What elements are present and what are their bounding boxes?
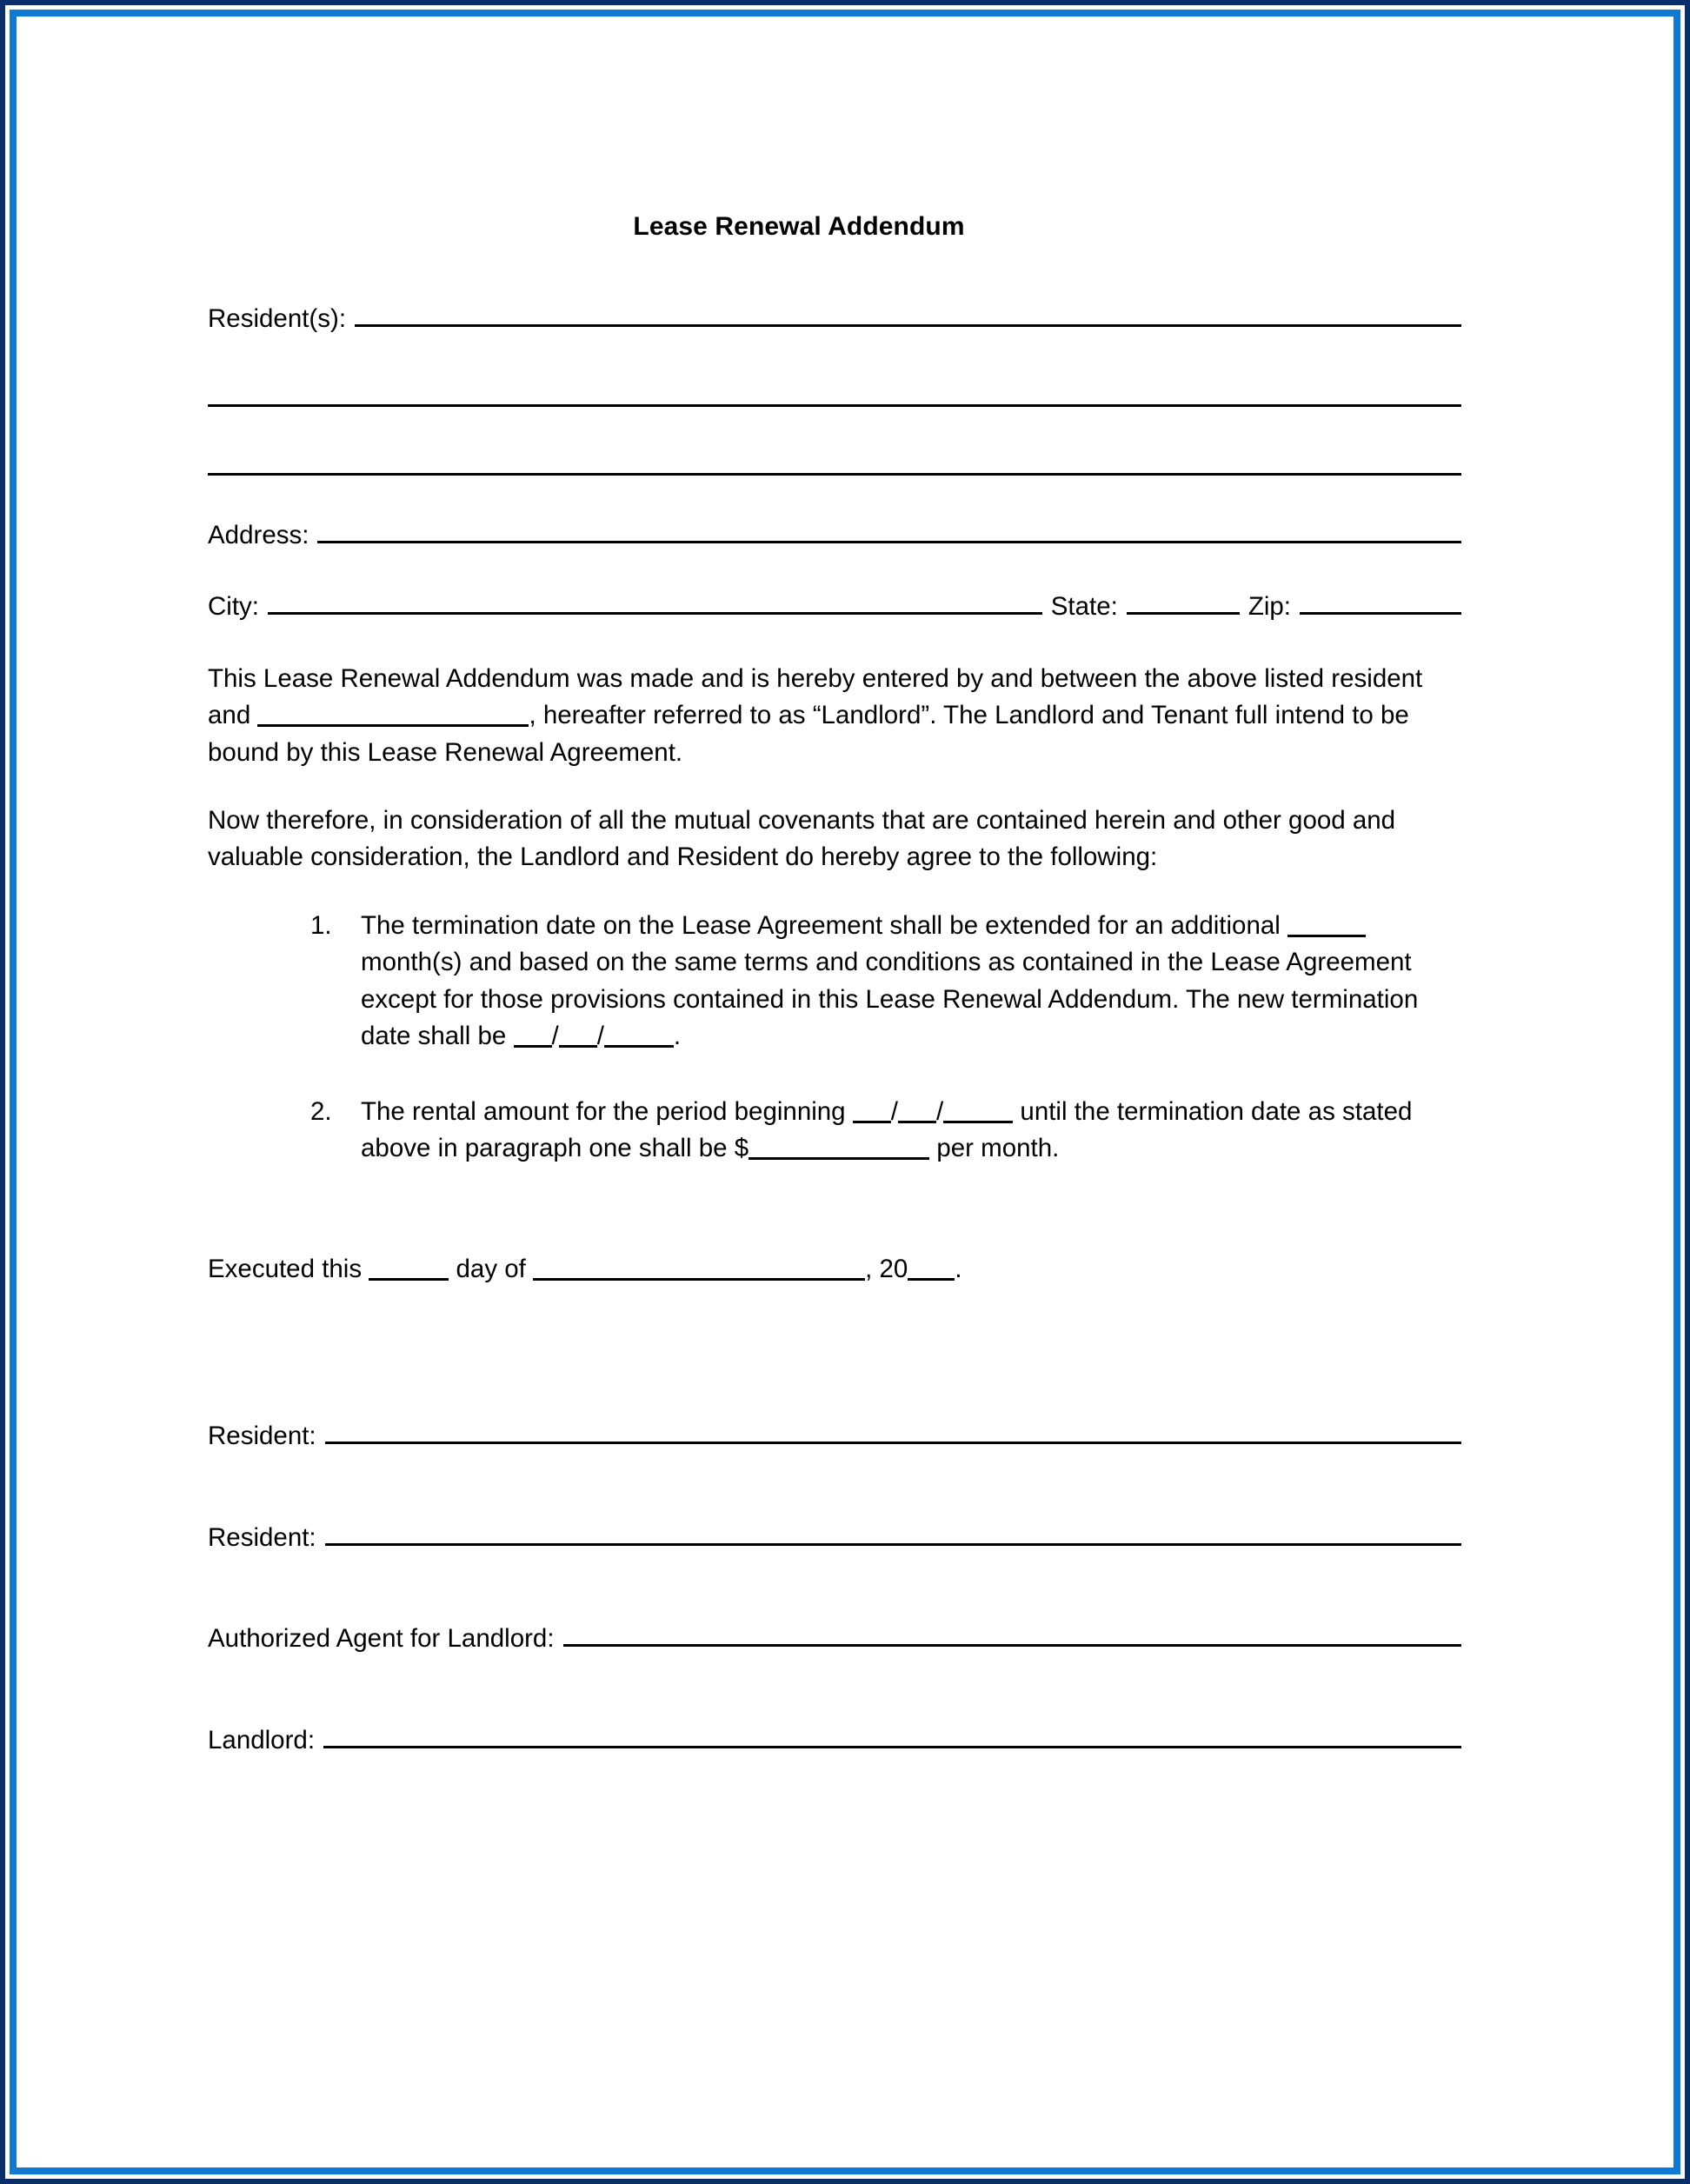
residents-input-line-2[interactable] <box>208 404 1461 407</box>
zip-label: Zip: <box>1248 592 1291 622</box>
address-label: Address: <box>208 520 309 549</box>
lease-renewal-addendum-document <box>23 23 1667 2161</box>
termination-date-month-input[interactable] <box>514 1045 552 1048</box>
spacer <box>208 554 1461 589</box>
term-2-text-part-1: The rental amount for the period beginning <box>361 1096 846 1126</box>
termination-date-separator-2: / <box>596 1022 604 1051</box>
landlord-name-input-line[interactable] <box>257 724 529 727</box>
signature-row-authorized-agent <box>208 1621 1461 1657</box>
signature-label-authorized-agent: Authorized Agent for Landlord: <box>208 1624 555 1654</box>
signature-line-landlord[interactable] <box>323 1726 1461 1748</box>
execution-text-part-2: day of <box>456 1254 526 1283</box>
termination-date-year-input[interactable] <box>604 1045 674 1048</box>
signature-label-landlord: Landlord: <box>208 1725 316 1755</box>
term-1-text-part-2: month(s) and based on the same terms and conditions as contained in the Lease Agreement except for those provisions contained in this Lease Renewal Addendum. The new termination date shall be <box>361 948 1419 1051</box>
execution-day-input-line[interactable] <box>369 1278 449 1281</box>
document-sheet <box>23 23 1667 2161</box>
signature-line-authorized-agent[interactable] <box>563 1624 1461 1647</box>
consideration-paragraph: Now therefore, in consideration of all the mutual covenants that are contained herein and other good and valuable consideration, the Landlord and Resident do hereby agree to the following: <box>208 806 1396 872</box>
rental-amount-input-line[interactable] <box>749 1157 929 1160</box>
signature-block <box>208 1418 1461 1759</box>
termination-date-separator-1: / <box>551 1022 559 1051</box>
page-title: Lease Renewal Addendum <box>633 212 965 241</box>
term-item-1 <box>310 908 1461 1055</box>
signature-row-resident-2 <box>208 1520 1461 1556</box>
spacer <box>208 476 1461 517</box>
term-1-text-part-3: . <box>673 1022 682 1051</box>
term-2-text-part-3: per month. <box>936 1134 1060 1163</box>
residents-input-line-1[interactable] <box>355 304 1461 327</box>
residents-label: Resident(s): <box>208 304 347 334</box>
rental-period-start-month-input[interactable] <box>853 1121 891 1123</box>
signature-line-resident-1[interactable] <box>325 1422 1461 1444</box>
term-item-2 <box>310 1094 1461 1168</box>
state-label: State: <box>1050 592 1118 622</box>
zip-input-line[interactable] <box>1300 592 1461 615</box>
intro-paragraph <box>208 661 1461 771</box>
city-label: City: <box>208 592 259 622</box>
signature-label-resident-2: Resident: <box>208 1522 316 1552</box>
rental-period-start-year-input[interactable] <box>943 1121 1013 1123</box>
execution-text-part-4: . <box>955 1254 962 1283</box>
rental-period-separator-2: / <box>936 1096 944 1126</box>
signature-label-resident-1: Resident: <box>208 1422 316 1451</box>
address-field-row <box>208 517 1461 554</box>
residents-field-row <box>208 301 1461 337</box>
spacer <box>208 626 1461 661</box>
terms-list <box>208 908 1461 1168</box>
execution-text-part-1: Executed this <box>208 1254 363 1283</box>
execution-year-input-line[interactable] <box>908 1278 955 1281</box>
termination-date-day-input[interactable] <box>559 1045 597 1048</box>
execution-month-input-line[interactable] <box>533 1278 865 1281</box>
signature-line-resident-2[interactable] <box>325 1523 1461 1546</box>
execution-text-part-3: , 20 <box>865 1254 908 1283</box>
rental-period-start-day-input[interactable] <box>898 1121 936 1123</box>
intro-paragraph-text-part-2: , hereafter referred to as “Landlord”. The Landlord and Tenant full intend to be bound by this Lease Renewal Agreement. <box>208 701 1409 767</box>
page-frame-inner-border <box>10 10 1680 2174</box>
city-input-line[interactable] <box>268 592 1042 615</box>
term-1-text <box>361 908 1461 1055</box>
term-2-text-part-2: until the termination date as stated above in paragraph one shall be $ <box>361 1096 1413 1163</box>
execution-line <box>208 1251 1461 1288</box>
term-2-text <box>361 1094 1461 1168</box>
signature-row-resident-1 <box>208 1418 1461 1455</box>
term-1-text-part-1: The termination date on the Lease Agreement shall be extended for an additional <box>361 910 1281 940</box>
city-state-zip-field-row <box>208 589 1461 625</box>
rental-period-separator-1: / <box>890 1096 898 1126</box>
signature-row-landlord <box>208 1722 1461 1759</box>
additional-months-input-line[interactable] <box>1287 935 1366 937</box>
intro-paragraph-text-part-1: This Lease Renewal Addendum was made and is hereby entered by and between the above listed resident and <box>208 663 1423 730</box>
address-input-line[interactable] <box>317 521 1461 543</box>
state-input-line[interactable] <box>1127 592 1240 615</box>
